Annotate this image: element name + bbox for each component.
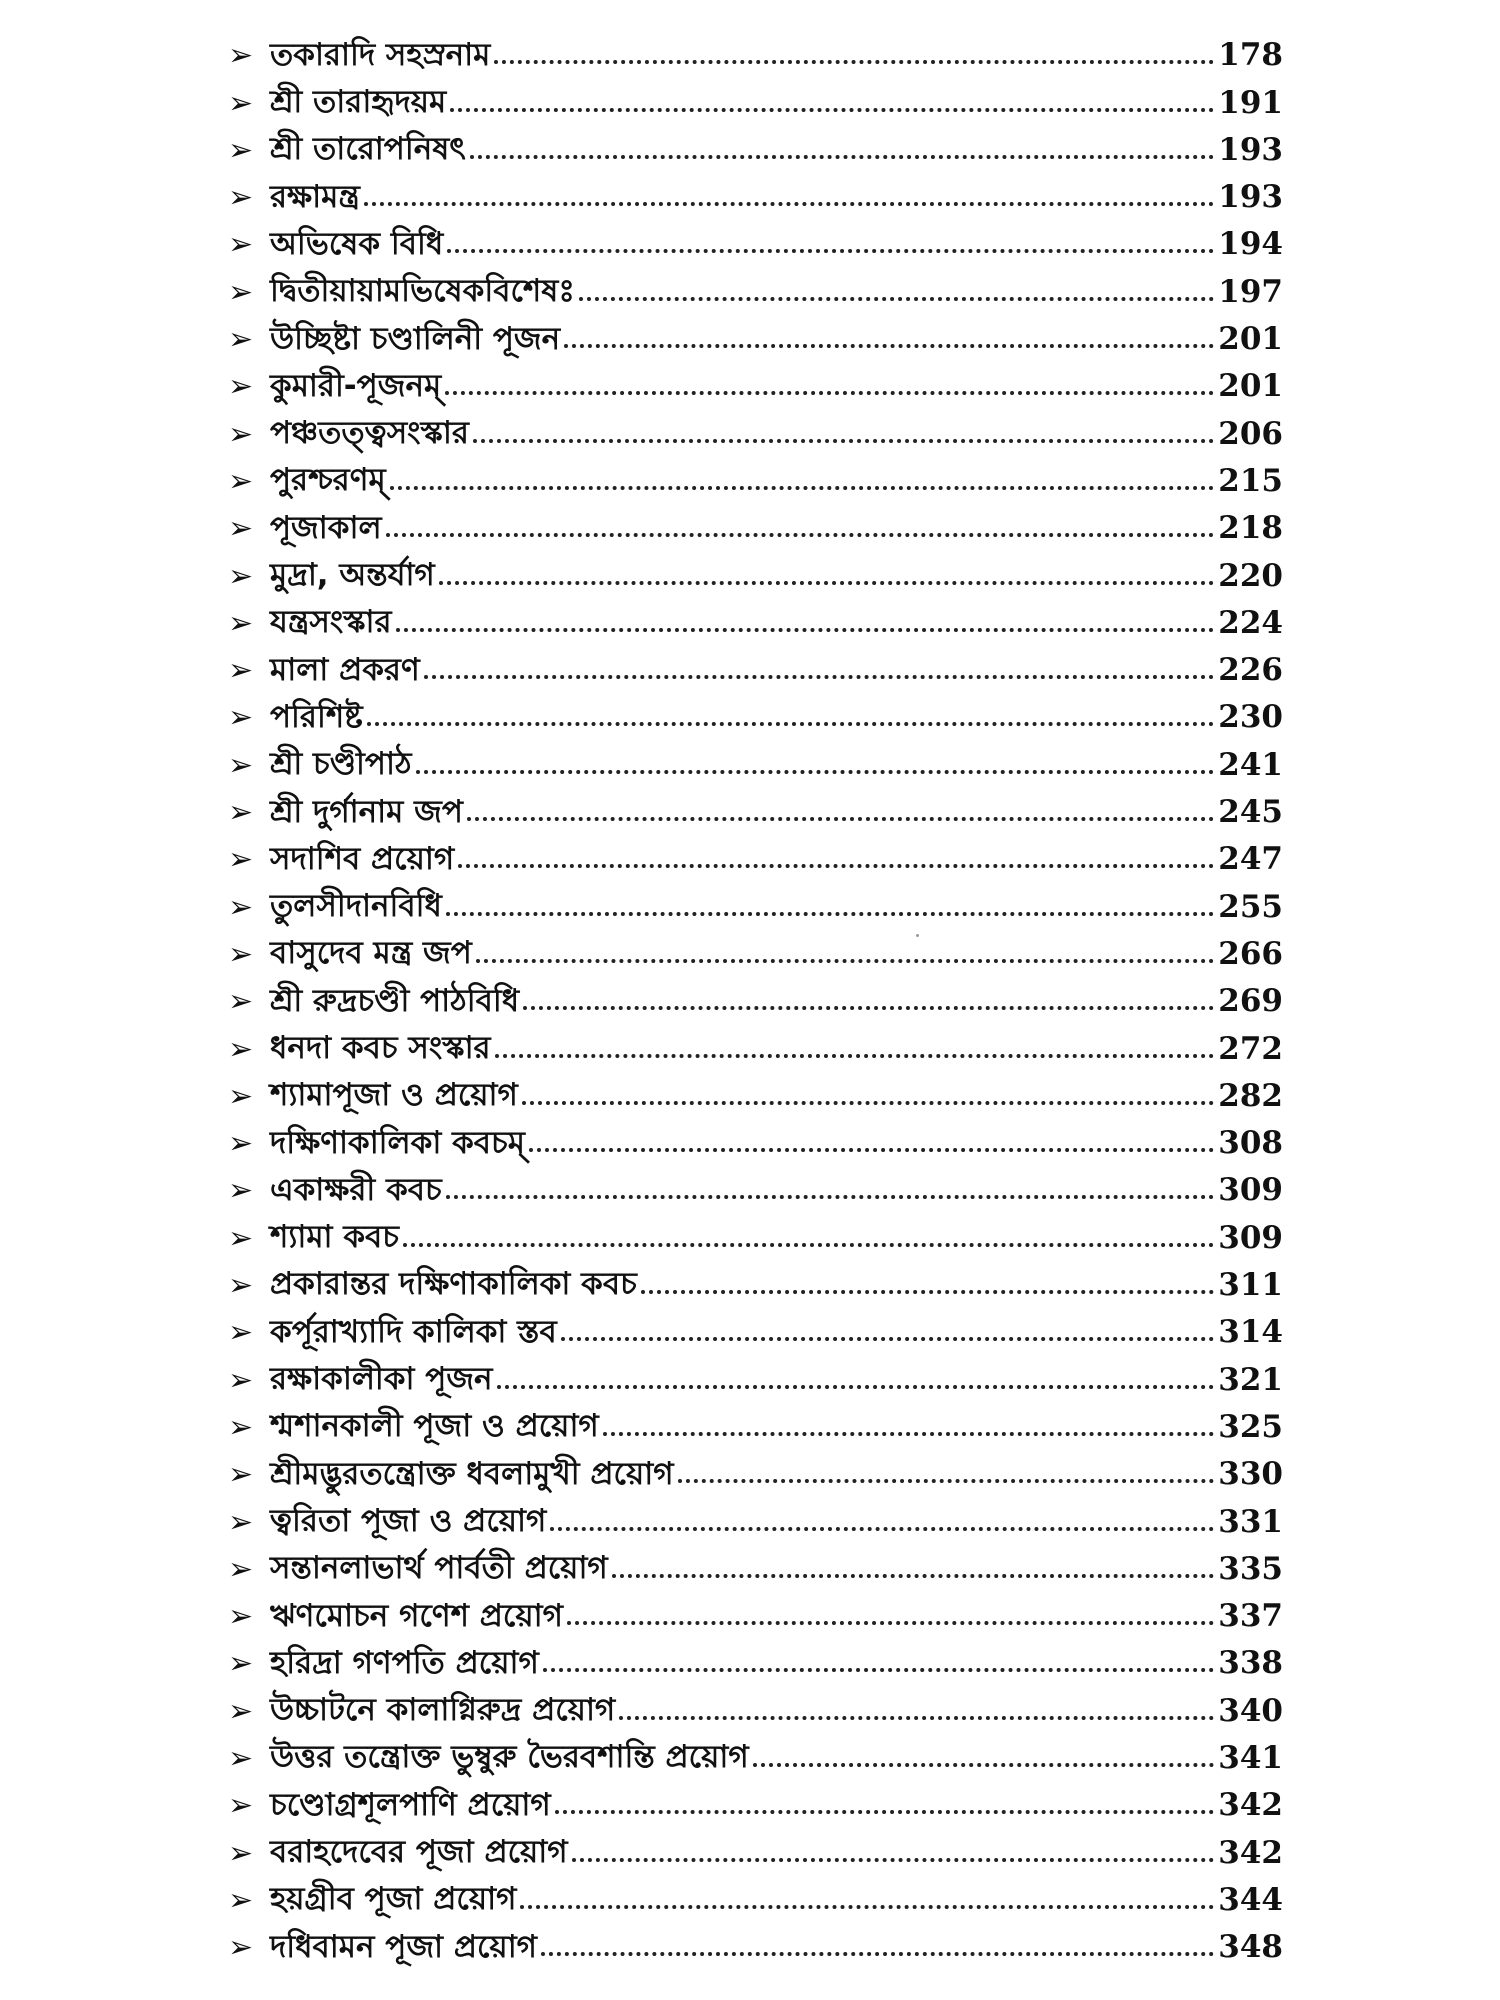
- dot-leader: [567, 1621, 1214, 1625]
- toc-entry-title: চণ্ডোগ্রশূলপাণি প্রয়োগ: [270, 1786, 551, 1823]
- toc-entry-page-number: 193: [1218, 131, 1283, 168]
- toc-entry-title: শ্রী চণ্ডীপাঠ: [270, 746, 412, 783]
- dot-leader: [446, 912, 1214, 916]
- dot-leader: [439, 581, 1215, 585]
- arrow-bullet-icon: ➢: [228, 1740, 254, 1776]
- toc-entry-title: অভিষেক বিধি: [270, 225, 444, 262]
- dot-leader: [473, 439, 1214, 443]
- toc-entry-title: পরিশিষ্ট: [270, 698, 363, 735]
- arrow-bullet-icon: ➢: [228, 1268, 254, 1304]
- toc-entry-title: রক্ষাকালীকা পূজন: [270, 1361, 493, 1398]
- arrow-bullet-icon: ➢: [228, 274, 254, 310]
- toc-entry: [228, 1589, 1283, 1636]
- toc-entry-title: উত্তর তন্ত্রোক্ত ভুম্বুরু ভৈরবশান্তি প্রয়োগ: [270, 1739, 749, 1776]
- toc-entry-title: মুদ্রা, অন্তর্যাগ: [270, 557, 435, 594]
- toc-entry-page-number: 321: [1218, 1361, 1283, 1398]
- toc-entry-page-number: 220: [1218, 557, 1283, 594]
- toc-entry-page-number: 201: [1218, 368, 1283, 405]
- toc-entry: [228, 312, 1283, 359]
- toc-entry-title: তকারাদি সহস্রনাম: [270, 36, 491, 73]
- dot-leader: [424, 675, 1215, 679]
- toc-entry: [228, 737, 1283, 784]
- toc-entry-page-number: 348: [1218, 1929, 1283, 1966]
- toc-entry: [228, 75, 1283, 122]
- toc-entry: [228, 1305, 1283, 1352]
- toc-entry-title: শ্রীমদ্ভুরতন্ত্রোক্ত ধবলামুখী প্রয়োগ: [270, 1455, 674, 1492]
- toc-entry: [228, 1731, 1283, 1778]
- dot-leader: [561, 1337, 1215, 1341]
- toc-entry-title: শ্যামাপূজা ও প্রয়োগ: [270, 1077, 518, 1114]
- toc-entry-page-number: 193: [1218, 179, 1283, 216]
- toc-entry: [228, 264, 1283, 311]
- arrow-bullet-icon: ➢: [228, 322, 254, 358]
- dot-leader: [367, 722, 1215, 726]
- arrow-bullet-icon: ➢: [228, 1409, 254, 1445]
- arrow-bullet-icon: ➢: [228, 180, 254, 216]
- dot-leader: [495, 1054, 1215, 1058]
- toc-entry-page-number: 224: [1218, 604, 1283, 641]
- toc-entry-title: বাসুদেব মন্ত্র জপ: [270, 935, 472, 972]
- toc-entry: [228, 548, 1283, 595]
- toc-entry: [228, 454, 1283, 501]
- toc-entry-title: শ্রী দুর্গানাম জপ: [270, 793, 463, 830]
- arrow-bullet-icon: ➢: [228, 1646, 254, 1682]
- toc-entry-page-number: 341: [1218, 1739, 1283, 1776]
- dot-leader: [572, 1858, 1215, 1862]
- toc-entry: [228, 785, 1283, 832]
- toc-entry-page-number: 325: [1218, 1408, 1283, 1445]
- arrow-bullet-icon: ➢: [228, 1551, 254, 1587]
- toc-entry-page-number: 282: [1218, 1077, 1283, 1114]
- toc-entry-title: হরিদ্রা গণপতি প্রয়োগ: [270, 1644, 539, 1681]
- arrow-bullet-icon: ➢: [228, 463, 254, 499]
- dot-leader: [603, 1432, 1215, 1436]
- arrow-bullet-icon: ➢: [228, 889, 254, 925]
- toc-entry-title: দধিবামন পূজা প্রয়োগ: [270, 1928, 538, 1965]
- arrow-bullet-icon: ➢: [228, 1788, 254, 1824]
- dot-leader: [470, 155, 1214, 159]
- toc-entry-title: হয়গ্রীব পূজা প্রয়োগ: [270, 1881, 517, 1918]
- toc-entry-page-number: 266: [1218, 935, 1283, 972]
- toc-entry-page-number: 201: [1218, 321, 1283, 358]
- arrow-bullet-icon: ➢: [228, 1599, 254, 1635]
- arrow-bullet-icon: ➢: [228, 936, 254, 972]
- toc-entry-title: শ্রী তারোপনিষৎ: [270, 131, 466, 168]
- toc-entry-page-number: 311: [1218, 1267, 1283, 1304]
- toc-entry-page-number: 344: [1218, 1881, 1283, 1918]
- toc-entry-page-number: 178: [1218, 37, 1283, 74]
- arrow-bullet-icon: ➢: [228, 795, 254, 831]
- dot-leader: [364, 202, 1214, 206]
- toc-entry-title: উচ্ছিষ্টা চণ্ডালিনী পূজন: [270, 320, 561, 357]
- toc-entry-page-number: 331: [1218, 1503, 1283, 1540]
- dot-leader: [476, 959, 1214, 963]
- toc-entry-page-number: 241: [1218, 746, 1283, 783]
- dot-leader: [386, 533, 1215, 537]
- toc-entry: [228, 1021, 1283, 1068]
- toc-entry-page-number: 247: [1218, 841, 1283, 878]
- toc-entry: [228, 1163, 1283, 1210]
- dot-leader: [403, 1243, 1214, 1247]
- toc-entry-title: তুলসীদানবিধি: [270, 888, 442, 925]
- toc-entry: [228, 1116, 1283, 1163]
- toc-entry-title: শ্মশানকালী পূজা ও প্রয়োগ: [270, 1408, 599, 1445]
- dot-leader: [612, 1574, 1215, 1578]
- toc-entry-page-number: 338: [1218, 1645, 1283, 1682]
- toc-entry: [228, 1542, 1283, 1589]
- dot-leader: [529, 1148, 1214, 1152]
- dot-leader: [543, 1668, 1215, 1672]
- toc-entry: [228, 1258, 1283, 1305]
- toc-entry-title: শ্রী রুদ্রচণ্ডী পাঠবিধি: [270, 982, 520, 1019]
- toc-entry-title: সন্তানলাভার্থ পার্বতী প্রয়োগ: [270, 1550, 608, 1587]
- dot-leader: [753, 1763, 1215, 1767]
- toc-entry-page-number: 218: [1218, 510, 1283, 547]
- dot-leader: [396, 628, 1215, 632]
- toc-entry-title: মালা প্রকরণ: [270, 651, 420, 688]
- dot-leader: [619, 1716, 1214, 1720]
- toc-entry: [228, 359, 1283, 406]
- arrow-bullet-icon: ➢: [228, 85, 254, 121]
- toc-entry-title: শ্রী তারাহৃদয়ম: [270, 84, 447, 121]
- arrow-bullet-icon: ➢: [228, 1173, 254, 1209]
- dot-leader: [445, 391, 1214, 395]
- arrow-bullet-icon: ➢: [228, 369, 254, 405]
- toc-entry-page-number: 335: [1218, 1550, 1283, 1587]
- dot-leader: [447, 249, 1214, 253]
- dot-leader: [579, 297, 1214, 301]
- toc-entry-title: কুমারী-পূজনম্: [270, 367, 442, 404]
- arrow-bullet-icon: ➢: [228, 1315, 254, 1351]
- toc-entry: [228, 879, 1283, 926]
- arrow-bullet-icon: ➢: [228, 605, 254, 641]
- toc-entry: [228, 1825, 1283, 1872]
- dot-leader: [467, 817, 1214, 821]
- toc-entry: [228, 1873, 1283, 1920]
- toc-entry-page-number: 309: [1218, 1219, 1283, 1256]
- toc-entry-page-number: 309: [1218, 1172, 1283, 1209]
- arrow-bullet-icon: ➢: [228, 1835, 254, 1871]
- toc-entry: [228, 217, 1283, 264]
- toc-entry: [228, 1683, 1283, 1730]
- toc-entry-page-number: 272: [1218, 1030, 1283, 1067]
- toc-entry: [228, 1352, 1283, 1399]
- arrow-bullet-icon: ➢: [228, 558, 254, 594]
- toc-entry-title: শ্যামা কবচ: [270, 1219, 399, 1256]
- dot-leader: [541, 1952, 1214, 1956]
- arrow-bullet-icon: ➢: [228, 1220, 254, 1256]
- dot-leader: [641, 1290, 1214, 1294]
- toc-entry-page-number: 340: [1218, 1692, 1283, 1729]
- toc-entry-page-number: 245: [1218, 794, 1283, 831]
- arrow-bullet-icon: ➢: [228, 1930, 254, 1966]
- toc-entry: [228, 1400, 1283, 1447]
- toc-entry: [228, 1447, 1283, 1494]
- toc-entry: [228, 1920, 1283, 1967]
- toc-entry-page-number: 342: [1218, 1834, 1283, 1871]
- toc-entry-title: দক্ষিণাকালিকা কবচম্: [270, 1124, 526, 1161]
- arrow-bullet-icon: ➢: [228, 227, 254, 263]
- dot-leader: [520, 1905, 1214, 1909]
- toc-entry-title: সদাশিব প্রয়োগ: [270, 840, 455, 877]
- toc-entry-page-number: 337: [1218, 1598, 1283, 1635]
- dot-leader: [446, 1195, 1215, 1199]
- toc-entry: [228, 1778, 1283, 1825]
- arrow-bullet-icon: ➢: [228, 1031, 254, 1067]
- arrow-bullet-icon: ➢: [228, 511, 254, 547]
- dot-leader: [523, 1006, 1214, 1010]
- table-of-contents: [228, 28, 1283, 1967]
- toc-entry: [228, 596, 1283, 643]
- arrow-bullet-icon: ➢: [228, 842, 254, 878]
- dot-leader: [450, 108, 1214, 112]
- arrow-bullet-icon: ➢: [228, 132, 254, 168]
- arrow-bullet-icon: ➢: [228, 1362, 254, 1398]
- arrow-bullet-icon: ➢: [228, 38, 254, 74]
- arrow-bullet-icon: ➢: [228, 1504, 254, 1540]
- toc-entry-title: ধনদা কবচ সংস্কার: [270, 1029, 491, 1066]
- toc-entry-page-number: 342: [1218, 1787, 1283, 1824]
- arrow-bullet-icon: ➢: [228, 984, 254, 1020]
- dot-leader: [390, 486, 1215, 490]
- toc-entry: [228, 832, 1283, 879]
- toc-entry-page-number: 230: [1218, 699, 1283, 736]
- toc-entry: [228, 501, 1283, 548]
- dot-leader: [555, 1810, 1215, 1814]
- toc-entry-page-number: 197: [1218, 273, 1283, 310]
- toc-entry-page-number: 255: [1218, 888, 1283, 925]
- toc-entry-title: বরাহদেবের পূজা প্রয়োগ: [270, 1834, 568, 1871]
- arrow-bullet-icon: ➢: [228, 1457, 254, 1493]
- print-speck: [916, 934, 919, 937]
- toc-entry-title: প্রকারান্তর দক্ষিণাকালিকা কবচ: [270, 1266, 637, 1303]
- arrow-bullet-icon: ➢: [228, 1882, 254, 1918]
- arrow-bullet-icon: ➢: [228, 1078, 254, 1114]
- toc-entry: [228, 1069, 1283, 1116]
- dot-leader: [458, 864, 1214, 868]
- arrow-bullet-icon: ➢: [228, 1693, 254, 1729]
- toc-entry: [228, 974, 1283, 1021]
- toc-entry: [228, 1636, 1283, 1683]
- arrow-bullet-icon: ➢: [228, 1126, 254, 1162]
- toc-entry-page-number: 206: [1218, 415, 1283, 452]
- toc-entry-page-number: 194: [1218, 226, 1283, 263]
- dot-leader: [678, 1479, 1215, 1483]
- toc-entry-title: পুরশ্চরণম্: [270, 462, 386, 499]
- dot-leader: [497, 1385, 1215, 1389]
- toc-entry-title: পূজাকাল: [270, 509, 382, 546]
- toc-entry-title: দ্বিতীয়ায়ামভিষেকবিশেষঃ: [270, 273, 575, 310]
- dot-leader: [416, 770, 1215, 774]
- toc-entry-page-number: 330: [1218, 1456, 1283, 1493]
- toc-entry-page-number: 226: [1218, 652, 1283, 689]
- dot-leader: [522, 1101, 1214, 1105]
- toc-entry-title: ত্বরিতা পূজা ও প্রয়োগ: [270, 1502, 547, 1539]
- toc-entry: [228, 927, 1283, 974]
- toc-entry-title: একাক্ষরী কবচ: [270, 1171, 442, 1208]
- dot-leader: [494, 60, 1214, 64]
- toc-entry-page-number: 191: [1218, 84, 1283, 121]
- toc-entry: [228, 406, 1283, 453]
- toc-entry-title: রক্ষামন্ত্র: [270, 178, 360, 215]
- toc-entry-title: পঞ্চতত্ত্বসংস্কার: [270, 415, 469, 452]
- toc-entry: [228, 1210, 1283, 1257]
- toc-entry-title: উচ্চাটনে কালাগ্নিরুদ্র প্রয়োগ: [270, 1692, 616, 1729]
- arrow-bullet-icon: ➢: [228, 747, 254, 783]
- toc-entry: [228, 1494, 1283, 1541]
- arrow-bullet-icon: ➢: [228, 653, 254, 689]
- toc-entry-title: ঋণমোচন গণেশ প্রয়োগ: [270, 1597, 563, 1634]
- toc-entry: [228, 123, 1283, 170]
- toc-entry: [228, 690, 1283, 737]
- toc-entry-title: কর্পূরাখ্যাদি কালিকা স্তব: [270, 1313, 557, 1350]
- toc-entry: [228, 28, 1283, 75]
- toc-entry-title: যন্ত্রসংস্কার: [270, 604, 392, 641]
- dot-leader: [564, 344, 1214, 348]
- toc-entry-page-number: 308: [1218, 1125, 1283, 1162]
- toc-entry: [228, 643, 1283, 690]
- toc-entry-page-number: 269: [1218, 983, 1283, 1020]
- arrow-bullet-icon: ➢: [228, 700, 254, 736]
- toc-entry-page-number: 314: [1218, 1314, 1283, 1351]
- dot-leader: [550, 1527, 1214, 1531]
- arrow-bullet-icon: ➢: [228, 416, 254, 452]
- toc-entry-page-number: 215: [1218, 462, 1283, 499]
- toc-entry: [228, 170, 1283, 217]
